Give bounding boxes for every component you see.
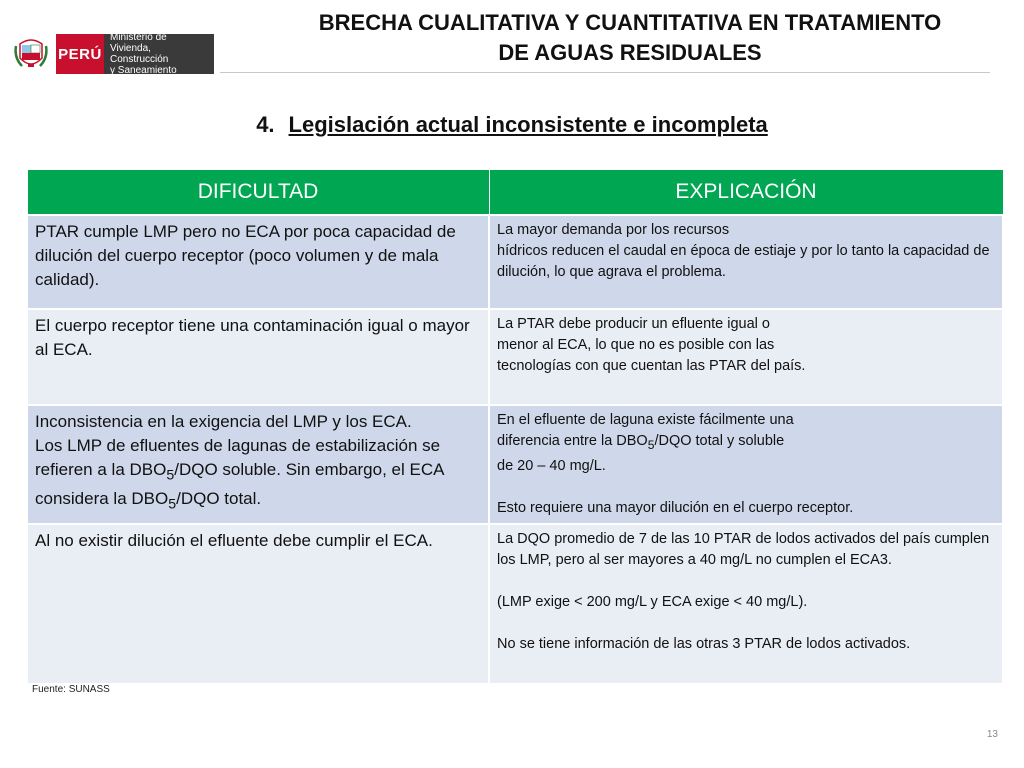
slide-title-line1: BRECHA CUALITATIVA Y CUANTITATIVA EN TRATAMIENTO: [318, 10, 942, 35]
explicacion-cell: La PTAR debe producir un efluente igual o menor al ECA, lo que no es posible con las tecnologías con que cuentan las PTAR del país.: [489, 309, 1003, 405]
slide-title-line2: DE AGUAS RESIDUALES: [498, 40, 762, 65]
ministry-line: y Saneamiento: [110, 65, 177, 76]
ministry-line: Ministerio de: [110, 32, 167, 43]
explicacion-cell: En el efluente de laguna existe fácilmente una diferencia entre la $DBO_5$/DQO total y soluble de 20 – 40 mg/L. Esto requiere una mayor dilución en el cuerpo receptor.: [489, 405, 1003, 524]
peru-label: PERÚ: [56, 34, 104, 74]
difficulty-table: [26, 169, 1004, 685]
table-header-row: [27, 170, 1003, 216]
page-number: 13: [986, 729, 998, 740]
slide-title: [280, 8, 980, 68]
header-explicacion: EXPLICACIÓN: [489, 170, 1003, 216]
section-heading: [0, 112, 1024, 138]
dificultad-cell: El cuerpo receptor tiene una contaminación igual o mayor al ECA.: [27, 309, 489, 405]
ministry-logo: [14, 34, 214, 74]
dificultad-cell: PTAR cumple LMP pero no ECA por poca capacidad de dilución del cuerpo receptor (poco volumen y de mala calidad).: [27, 215, 489, 309]
table-row: [27, 405, 1003, 524]
table-row: [27, 309, 1003, 405]
ministry-line: Vivienda, Construcción: [110, 43, 169, 65]
table-row: [27, 215, 1003, 309]
source-note: Fuente: SUNASS: [32, 684, 110, 695]
explicacion-cell: La DQO promedio de 7 de las 10 PTAR de lodos activados del país cumplen los LMP, pero al ser mayores a 40 mg/L no cumplen el ECA3. (LMP exige < 200 mg/L y ECA exige < 40 mg/L). No se tiene información de las otras 3 PTAR de lodos activados.: [489, 524, 1003, 684]
dificultad-cell: Inconsistencia en la exigencia del LMP y los ECA. Los LMP de efluentes de lagunas de estabilización se refieren a la $DBO_5$/DQO soluble. Sin embargo, el ECA considera la $DBO_5$/DQO total.: [27, 405, 489, 524]
title-divider: [220, 72, 990, 73]
section-title: Legislación actual inconsistente e incompleta: [288, 112, 768, 137]
table-row: [27, 524, 1003, 684]
dificultad-cell: Al no existir dilución el efluente debe cumplir el ECA.: [27, 524, 489, 684]
ministry-name: [104, 34, 214, 74]
section-number: 4.: [256, 112, 275, 137]
header-dificultad: DIFICULTAD: [27, 170, 489, 216]
coat-of-arms-icon: [14, 34, 48, 74]
explicacion-cell: La mayor demanda por los recursos hídricos reducen el caudal en época de estiaje y por lo tanto la capacidad de dilución, lo que agrava el problema.: [489, 215, 1003, 309]
